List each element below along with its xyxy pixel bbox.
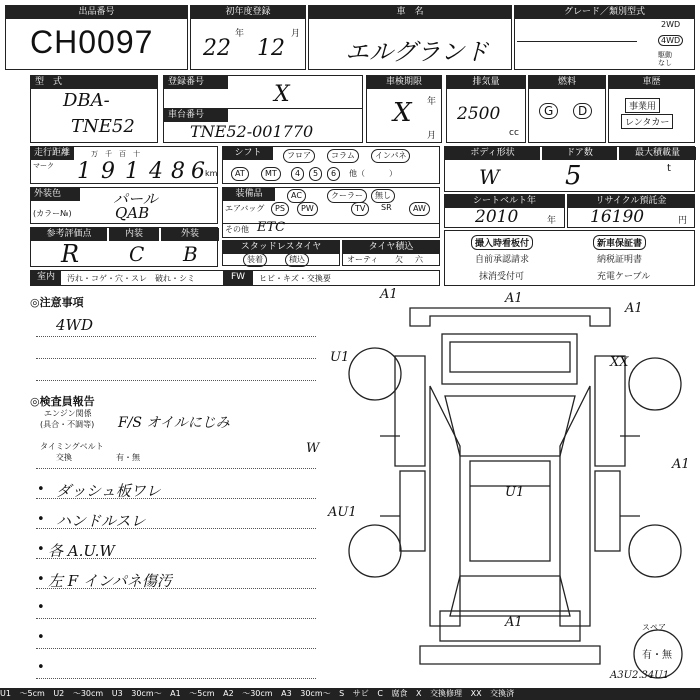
legend-item: 腐食 [391,689,408,698]
body-box [444,146,695,192]
doc-1: 撮入時看板付 [471,235,533,250]
damage-mark: U1 [330,350,350,365]
equipment-aw: AW [409,202,430,216]
seatbelt-value: 2010 [475,207,519,227]
exterior-value: B [183,242,198,266]
doc-6: 充電ケーブル [597,272,651,282]
notes-line-1: 4WD [56,316,93,334]
timing-options: 有・無 [116,453,140,462]
legend-item: U1 [0,689,11,698]
legend-item: XX [470,689,482,698]
inspector-title: ◎検査員報告 [30,395,95,408]
legend-item: A3 [281,689,292,698]
legend-item: U2 [53,689,65,698]
shift-label: シフト [223,147,273,160]
equipment-other-value: ETC [257,220,286,235]
legend-item: A2 [223,689,234,698]
mileage-unit: km [205,169,218,178]
legend-item: 〜5cm [19,689,45,698]
mileage-box [30,146,218,184]
ref-score-label: 参考評価点 [31,228,107,241]
damage-mark: AU1 [328,505,357,520]
cabin-label: 室内 [31,271,61,285]
inspection-year: 年 [427,97,437,107]
interior-value: C [129,242,145,266]
first-registration-box [190,5,306,70]
damage-legend [0,688,700,700]
model-type-2: TNE52 [71,116,135,137]
engine-label: エンジン関係 [44,409,92,418]
mileage-digit: 9 [101,159,115,184]
legend-item: 30cm〜 [300,689,331,698]
legend-item: 交換済 [490,689,515,698]
damage-mark: A1 [505,615,523,630]
displacement-value: 2500 [457,104,501,124]
lot-number-box [5,5,188,70]
shift-at: AT [231,167,249,181]
color-code-label: (カラー№) [33,209,72,218]
inspection-month: 月 [427,131,437,141]
mileage-scale: 万 千 百 十 [91,150,140,158]
tire-label: タイヤ積込 [343,241,439,254]
legend-item: 〜30cm [72,689,104,698]
grade-label: グレード／類別型式 [515,6,694,19]
doc-4: 新車保証書 [593,235,646,250]
mileage-mark: マーク [33,162,54,170]
year-unit: 年 [235,29,245,39]
shift-gear-6: 6 [327,167,340,181]
body-shape-label: ボディ形状 [445,147,540,160]
legend-item: X [416,689,422,698]
model-type-box [30,75,158,143]
recycle-value: 16190 [590,207,645,227]
equipment-sr: SR [381,203,392,212]
studless-box [222,240,340,266]
mileage-label: 走行距離 [31,147,74,160]
door-label: ドア数 [542,147,617,160]
legend-item: 〜30cm [242,689,273,698]
fw-items: ヒビ・キズ・交換要 [259,274,331,283]
equipment-other-label: その他 [225,225,249,234]
doc-5: 納税証明書 [597,255,643,265]
equipment-other-box [222,220,440,238]
shift-gear-4: 4 [291,167,304,181]
mileage-digit: 1 [77,159,91,184]
inspection-label: 車検期限 [367,76,441,89]
studless-label: スタッドレスタイヤ [223,241,339,254]
shift-other: 他（ ） [349,169,397,178]
doc-3: 抹消受付可 [479,272,525,282]
shift-box [222,146,440,184]
damage-mark: U1 [505,485,525,500]
legend-item: 交換修理 [430,689,463,698]
mileage-digit: 8 [171,159,185,184]
tire-option: オーティ [347,255,379,264]
fw-label: FW [223,271,253,285]
report-item-2: ハンドルスレ [56,512,146,530]
timing-sub: 交換 [56,453,72,462]
doc-2: 自前承認請求 [475,255,530,265]
engine-value: F/S オイルにじみ [118,415,230,431]
studless-mounted: 装着 [243,253,267,267]
car-diagram [320,286,695,686]
body-shape-value: W [479,165,500,189]
legend-item: S [339,689,345,698]
car-name-box [308,5,512,70]
drive-4wd: 4WD [658,35,683,46]
first-reg-year: 22 [203,36,231,61]
registration-value: X [274,82,290,107]
seatbelt-label: シートベルト年 [445,195,564,208]
shift-inpane: インパネ [371,149,410,163]
exterior-label: 外装 [161,228,219,241]
legend-item: サビ [352,689,369,698]
damage-mark: A3U2.34U1 [610,670,670,681]
cabin-items: 汚れ・コゲ・穴・スレ 破れ・シミ [67,274,195,283]
seatbelt-unit: 年 [547,216,557,226]
history-box [608,75,695,143]
fuel-box [528,75,606,143]
mileage-digit: 6 [191,159,205,184]
legend-item: A1 [170,689,181,698]
seatbelt-box [444,194,565,228]
bullet: • [37,542,45,557]
score-box [30,227,218,267]
cabin-row [30,270,440,286]
damage-mark: A1 [625,301,643,316]
spare-value: 有・無 [642,650,672,661]
inspection-box [366,75,442,143]
bullet: • [37,482,45,497]
door-value: 5 [565,161,582,191]
bullet: • [37,512,45,527]
equipment-label: 装備品 [223,188,275,201]
legend-item: C [377,689,383,698]
timing-label: タイミングベルト [40,442,104,451]
recycle-label: リサイクル預託金 [568,195,694,208]
displacement-label: 排気量 [447,76,525,89]
registration-label: 登録番号 [164,76,228,89]
lot-number-label: 出品番号 [6,6,187,19]
equipment-ps: PS [271,202,289,216]
equipment-tv: TV [351,202,369,216]
report-item-1: ダッシュ板ワレ [56,482,161,500]
documents-box [444,230,695,286]
notes-title: ◎注意事項 [30,296,84,309]
bullet: • [37,600,45,615]
registration-box [163,75,363,143]
chassis-label: 車台番号 [164,109,228,122]
model-type-1: DBA- [63,90,110,111]
equipment-airbag: エアバッグ [225,204,265,213]
color-box [30,187,218,224]
color-value: パール [113,190,158,208]
color-label: 外装色 [31,188,80,201]
tire-option: 六 [415,255,423,264]
legend-item: 〜5cm [189,689,215,698]
spare-label: スペア [642,623,666,632]
recycle-box [567,194,695,228]
recycle-unit: 円 [678,216,688,226]
car-name-label: 車 名 [309,6,511,19]
car-name: エルグランド [345,38,489,66]
legend-item: 30cm〜 [131,689,162,698]
shift-floor: フロア [283,149,315,163]
model-type-label: 型 式 [31,76,157,89]
equipment-box [222,187,440,224]
fuel-label: 燃料 [529,76,605,89]
shift-gear-5: 5 [309,167,322,181]
drive-2wd: 2WD [661,20,681,29]
damage-mark: A1 [380,287,398,302]
timing-mark: W [306,441,320,456]
legend-item: U3 [111,689,123,698]
mileage-digit: 4 [149,159,163,184]
equipment-ac: AC [287,189,306,203]
mileage-digit: 1 [125,159,139,184]
ref-score-value: R [61,240,80,268]
displacement-box [446,75,526,143]
month-unit: 月 [291,29,301,39]
engine-sub: (具合・不調等) [40,420,95,429]
displacement-unit: cc [509,128,519,138]
chassis-value: TNE52-001770 [190,122,314,141]
bullet: • [37,572,45,587]
first-reg-month: 12 [257,36,285,61]
first-registration-label: 初年度登録 [191,6,305,19]
report-item-4: 左 F インパネ傷汚 [48,572,172,590]
color-code: QAB [115,204,150,222]
tire-box [342,240,440,266]
interior-label: 内装 [109,228,159,241]
lot-number: CH0097 [30,24,154,60]
history-business: 事業用 [625,98,660,113]
equipment-cooler: クーラー [327,189,367,203]
shift-column: コラム [327,149,359,163]
damage-mark: A1 [505,291,523,306]
studless-loaded: 積込 [285,253,309,267]
load-label: 最大積載量 [619,147,696,160]
fuel-d: D [573,103,592,119]
tire-option: 欠 [395,255,403,264]
shift-mt: MT [261,167,281,181]
damage-mark: XX [610,355,629,370]
grade-box [514,5,695,70]
load-unit: t [667,163,671,174]
inspection-value: X [393,98,412,128]
history-label: 車歴 [609,76,694,89]
drive-other: 駆動なし [658,51,672,67]
equipment-none: 無し [371,189,395,203]
bullet: • [37,630,45,645]
fuel-g: G [539,103,558,119]
equipment-pw: PW [297,202,318,216]
damage-mark: A1 [672,457,690,472]
report-item-3: 各 A.U.W [48,542,115,560]
bullet: • [37,660,45,675]
history-rental: レンタカー [621,114,673,129]
